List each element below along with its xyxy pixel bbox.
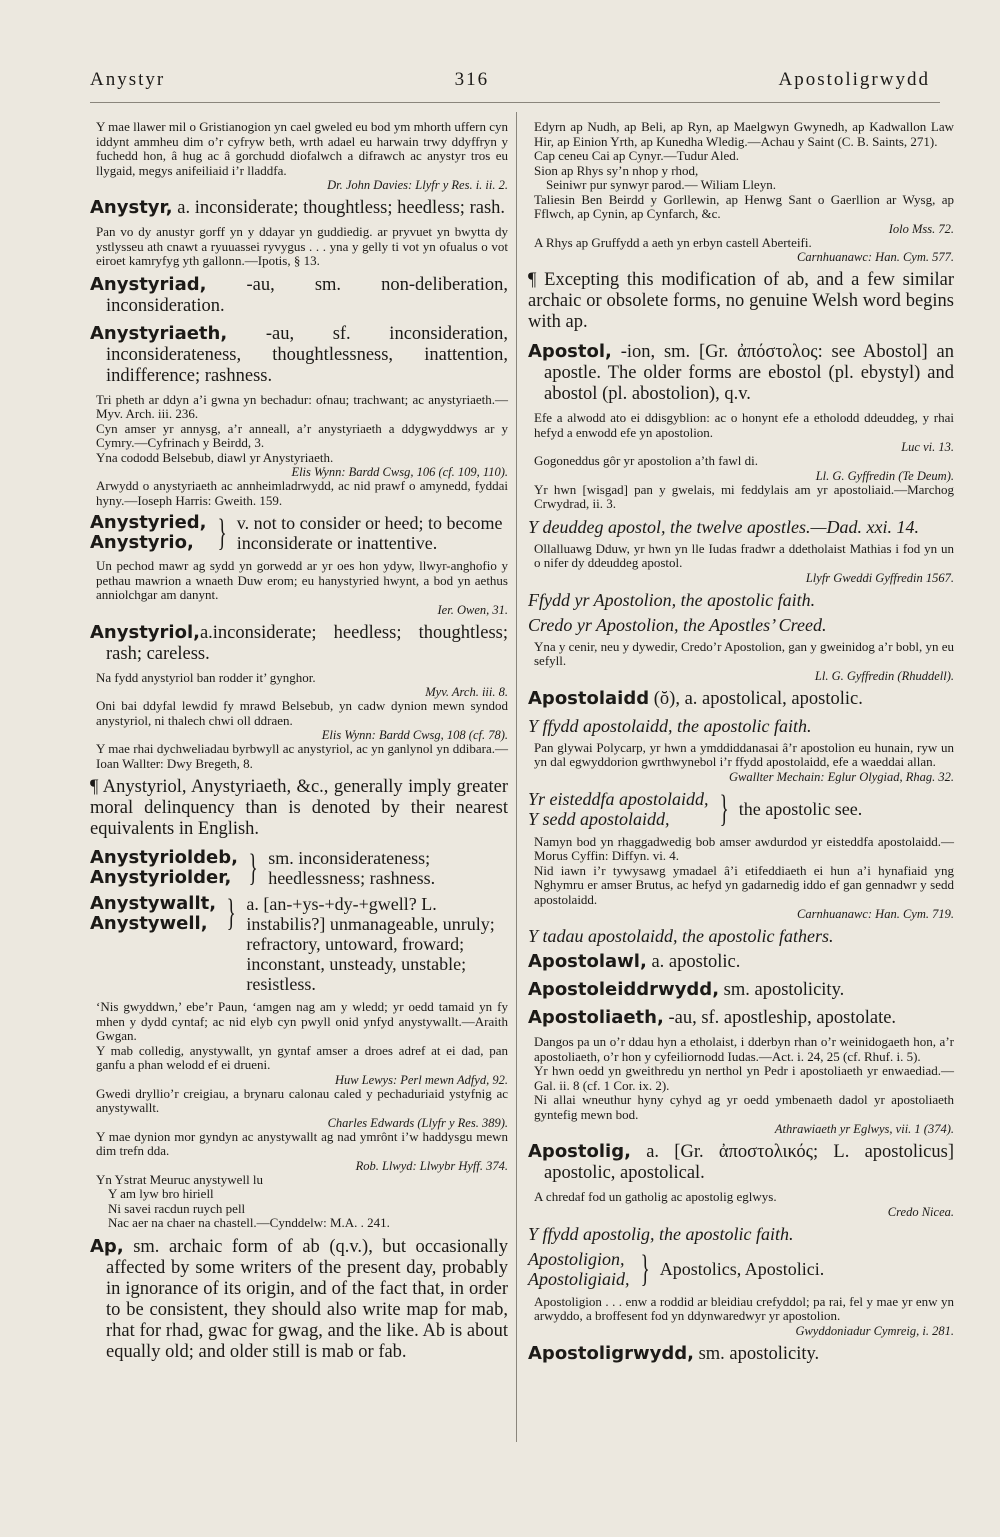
headword: Anystyrio, — [90, 532, 194, 553]
entry-anystywallt — [90, 894, 508, 994]
phrase: Y tadau apostolaidd, the apostolic fathers. — [528, 926, 834, 946]
definition: sm. inconsiderateness; heedlessness; rashness. — [268, 848, 436, 888]
definition: the apostolic see. — [738, 798, 863, 819]
quotation-group — [528, 835, 954, 922]
quote-text: Gogoneddus gôr yr apostolion a’th fawl di. — [534, 453, 758, 468]
quotation — [528, 542, 954, 585]
headword-pair — [90, 848, 238, 888]
quotation — [528, 741, 954, 784]
page-number: 316 — [454, 69, 490, 90]
phrase: Y ffydd apostolaidd, the apostolic faith. — [528, 715, 812, 736]
definition: sm. apostolicity. — [693, 1343, 820, 1364]
definition: -ion, sm. [Gr. ἀπόστολος: see Abostol] an apostle. The older forms are ebostol (pl. ebystyl) and abostol (pl. abostolion), q.v. — [544, 342, 954, 404]
running-header — [90, 66, 930, 94]
entry-anystyr — [90, 197, 508, 219]
phrase: Y sedd apostolaidd, — [528, 808, 670, 829]
headword-pair — [90, 894, 216, 934]
headword: Apostol, — [528, 341, 612, 362]
quote-text: Taliesin Ben Beirdd y Gorllewin, ap Henwg Sant o Gaerllion ar Wysg, ap Fflwch, ap Cynin, ap Cynfarch, &c. — [534, 191, 954, 221]
quote-citation: Carnhuanawc: Han. Cym. 719. — [797, 907, 954, 921]
brace: } — [640, 1247, 650, 1290]
quote-citation: Ll. G. Gyffredin (Te Deum). — [815, 468, 954, 483]
quote-text: Y mab colledig, anystywallt, yn gyntaf amser a droes adref at ei dad, pan ganfu a phan welodd ef ei drueni. — [96, 1042, 508, 1072]
quote-citation: Gwallter Mechain: Eglur Olygiad, Rhag. 32. — [729, 769, 954, 784]
headword: Anystyried, — [90, 512, 207, 533]
headword: Anystywell, — [90, 913, 208, 934]
definition: -au, sf. inconsideration, inconsiderateness, thoughtlessness, inattention, indifference; rashness. — [106, 323, 508, 386]
quote-text: Ni allai wneuthur hyny cyhyd ag yr oedd ymbenaeth dadol yr apostoliaeth gyntefig mewn bod. — [534, 1092, 954, 1122]
headword: Ap, — [90, 1235, 124, 1257]
usage-note: ¶ Excepting this modification of ab, and a few similar archaic or obsolete forms, no genuine Welsh word begins with ap. — [528, 270, 954, 332]
verse — [534, 164, 954, 193]
phrase: Apostoligiaid, — [528, 1268, 630, 1289]
headword: Anystyriad, — [90, 273, 207, 295]
phrase: Apostoligion, — [528, 1248, 625, 1269]
quote-citation: Elis Wynn: Bardd Cwsg, 108 (cf. 78). — [321, 728, 508, 742]
quote-citation: Ier. Owen, 31. — [437, 602, 508, 617]
headword: Apostoligrwydd, — [528, 1342, 694, 1364]
headword: Anystyriaeth, — [90, 322, 228, 344]
quote-text: Na fydd anystyriol ban rodder it’ gynghor. — [96, 669, 316, 685]
quotation-group — [90, 1000, 508, 1231]
quote-citation: Charles Edwards (Llyfr y Res. 389). — [327, 1115, 508, 1130]
definition: Apostolics, Apostolici. — [659, 1258, 825, 1279]
headword-pair — [90, 513, 207, 553]
phrase-heads — [528, 1249, 630, 1289]
quote-text: Efe a alwodd ato ei ddisgyblion: ac o honynt efe a etholodd ddeuddeg, y rhai hefyd a enwodd efe yn apostolion. — [534, 410, 954, 440]
definition: a. [an-+ys-+dy-+gwell? L. instabilis?] unmanageable, unruly; refractory, untoward, froward; inconstant, unsteady, unstable; resistless. — [246, 894, 495, 994]
quotation — [528, 1295, 954, 1338]
left-column — [90, 120, 508, 1369]
quote-text: Yr hwn oedd yn gweithredu yn nerthol yn Pedr i apostoliaeth yr enwaediad.—Gal. ii. 8 (cf. 1 Cor. ix. 2). — [534, 1063, 954, 1093]
quote-text: Cyn amser yr annysg, a’r anneall, a’r anystyriaeth a ddygwyddwys ar y Cymry.—Cyfrinach y Beirdd, 3. — [96, 420, 508, 450]
quote-citation: Myv. Arch. iii. 8. — [425, 685, 508, 699]
quote-citation: Huw Lewys: Perl mewn Adfyd, 92. — [334, 1072, 508, 1087]
definition: a. [Gr. ἀποστολικός; L. apostolicus] apostolic, apostolical. — [544, 1142, 954, 1183]
definition: v. not to consider or heed; to become inconsiderate or inattentive. — [236, 513, 503, 553]
headword: Apostolawl, — [528, 951, 647, 972]
quote-text: Y mae rhai dychweliadau byrbwyll ac anystyriol, ac yn ganlynol yn ddibara.—Ioan Wallter: Dwy Bregeth, 8. — [96, 741, 508, 771]
entry-apostolaidd — [528, 688, 954, 710]
quote-text: Dangos pa un o’r ddau hyn a etholaist, i dderbyn rhan o’r weinidogaeth hon, a’r apostoliaeth, o’r hon y cyfeiliornodd Iudas.—Act. i. 24, 25 (cf. Rhuf. i. 5). — [534, 1034, 954, 1064]
entry-apostol — [528, 341, 954, 405]
entry-anystyriad — [90, 274, 508, 317]
quote-text: Pan glywai Polycarp, yr hwn a ymddiddanasai â’r apostolion eu hunain, ryw un yn dal egwyddorion gwrthwynebol i’r ffydd apostolaidd, efe a waeddai allan. — [534, 739, 954, 769]
entry-apostolig — [528, 1141, 954, 1184]
headword: Apostolig, — [528, 1141, 631, 1162]
quotation — [528, 1190, 954, 1219]
quote-citation: Luc vi. 13. — [901, 440, 954, 454]
headword: Anystyr, — [90, 197, 173, 218]
brace: } — [226, 892, 236, 934]
entry-apostoliaeth — [528, 1007, 954, 1029]
quote-text: Cap ceneu Cai ap Cynyr.—Tudur Aled. — [534, 148, 739, 163]
phrase: Yr eisteddfa apostolaidd, — [528, 788, 709, 809]
quote-citation: Gwyddoniadur Cymreig, i. 281. — [795, 1323, 954, 1338]
verse — [96, 1173, 508, 1231]
quote-text: ‘Nis gwyddwn,’ ebe’r Paun, ‘amgen nag am y wledd; yr oedd tamaid yn fy mhen y dydd cyntaf; ac nid elyb cyn pwyll onid ynfyd anystywallt.—Araith Gwgan. — [96, 999, 508, 1043]
quote-citation: Carnhuanawc: Han. Cym. 577. — [797, 250, 954, 264]
quotation-group — [528, 120, 954, 264]
usage-note: ¶ Anystyriol, Anystyriaeth, &c., generally imply greater moral delinquency than is denoted by their nearest equivalents in English. — [90, 777, 508, 839]
entry-anystyrioldeb — [90, 848, 508, 888]
quote-citation: Rob. Llwyd: Llwybr Hyff. 374. — [355, 1158, 508, 1173]
definition: -au, sm. non-deliberation, inconsideration. — [106, 274, 508, 316]
brace: } — [248, 847, 258, 889]
quote-text: A chredaf fod un gatholig ac apostolig eglwys. — [534, 1189, 777, 1204]
definition: a. apostolic. — [646, 952, 741, 972]
quotation-group — [90, 671, 508, 772]
phrase: Y ffydd apostolig, the apostolic faith. — [528, 1223, 794, 1244]
phrase: Credo yr Apostolion, the Apostles’ Creed. — [528, 614, 827, 635]
quote-text: Apostoligion . . . enw a roddid ar bleidiau crefyddol; pa rai, fel y mae yr enw yn arwyddo, a broffesent fod yn ddynwaredwyr yr apostolion. — [534, 1293, 954, 1323]
headword: Anystyriolder, — [90, 867, 232, 888]
quote-text: Yna y cenir, neu y dywedir, Credo’r Apostolion, gan y gweinidog a’r bobl, yn eu sefyll. — [534, 638, 954, 668]
definition: sm. archaic form of ab (q.v.), but occasionally affected by some writers of the present day, probably in ignorance of its origin, and of the fact that, in order to be consistent, they should also write map for mab, rhat for rhad, gwac for gwag, and the like. Ab is about equally old; and older still is mab or fab. — [106, 1236, 508, 1362]
verse-line: Y am lyw bro hiriell — [108, 1186, 214, 1201]
definition: sm. apostolicity. — [719, 980, 845, 1000]
headword: Anystywallt, — [90, 893, 217, 914]
entry-apostolawl — [528, 951, 954, 973]
headword: Apostoleiddrwydd, — [528, 979, 720, 1000]
header-rule — [90, 102, 940, 103]
quotation-group — [90, 393, 508, 509]
quote-citation: Ll. G. Gyffredin (Rhuddell). — [814, 668, 954, 683]
brace: } — [719, 787, 729, 830]
entry-ap — [90, 1236, 508, 1363]
brace: } — [217, 512, 227, 554]
verse-line: Nac aer na chaer na chastell.—Cynddelw: M.A. . 241. — [108, 1215, 390, 1230]
quote-citation: Athrawiaeth yr Eglwys, vii. 1 (374). — [774, 1122, 954, 1136]
quote-text: Oni bai ddyfal lewdid fy mrawd Belsebub, yn cadw dynion mewn syndod anystyriol, ni thalech chwi oll ddraen. — [96, 698, 508, 728]
column-divider — [516, 112, 517, 1442]
quote-text: Y mae llawer mil o Gristianogion yn cael gweled eu bod ym mhorth uffern cyn iddynt ammheu dim o’r cyfryw beth, wrth adael eu harwain trwy ddyffryn y fuchedd hon, â hug ac â gorchudd diofalwch a difrawch ac anystyr tros eu llygaid, megys anifeiliaid i’r lladdfa. — [96, 119, 508, 178]
quote-citation: Iolo Mss. 72. — [888, 221, 954, 236]
phrase-heads — [528, 789, 709, 829]
definition: -au, sf. apostleship, apostolate. — [663, 1008, 897, 1028]
quote-text: Y mae dynion mor gyndyn ac anystywallt ag nad ymrônt i’w haddysgu mewn dim trefn dda. — [96, 1128, 508, 1158]
phrase: Y deuddeg apostol, the twelve apostles.—Dad. xxi. 14. — [528, 516, 919, 537]
quotation — [90, 225, 508, 269]
quote-text: Edyrn ap Nudh, ap Beli, ap Ryn, ap Maelgwyn Gwynedh, ap Kadwallon Law Hir, ap Einion Yrth, ap Kunedha Wledig.—Achau y Saint (C. B. Saints, 271). — [534, 119, 954, 149]
quotation — [528, 640, 954, 683]
verse-line: Seiniwr pur synwyr parod.— Wiliam Lleyn. — [546, 177, 776, 192]
quote-citation: Credo Nicea. — [887, 1204, 954, 1219]
header-right-word: Apostoligrwydd — [778, 69, 930, 90]
header-left-word: Anystyr — [90, 69, 166, 90]
quotation — [90, 120, 508, 192]
entry-anystyriaeth — [90, 323, 508, 387]
headword: Anystyrioldeb, — [90, 847, 238, 868]
entry-anystyriol — [90, 622, 508, 665]
verse-line: Sion ap Rhys sy’n nhop y rhod, — [534, 162, 699, 178]
quotation-group — [528, 1035, 954, 1136]
quote-text: A Rhys ap Gruffydd a aeth yn erbyn castell Aberteifi. — [534, 234, 812, 250]
verse-line: Yn Ystrat Meuruc anystywell lu — [96, 1171, 264, 1187]
quotation — [90, 559, 508, 617]
phrase: Ffydd yr Apostolion, the apostolic faith. — [528, 589, 816, 610]
quote-text: Ollalluawg Dduw, yr hwn yn lle Iudas fradwr a ddetholaist Mathias i fod yn un o nifer dy ddeuddeg apostol. — [534, 540, 954, 570]
entry-apostoligrwydd — [528, 1343, 954, 1365]
right-column — [528, 120, 954, 1371]
quote-text: Nid iawn i’r tywysawg ymadael â’i etifeddiaeth ei hun a’i hynafiaid yng Nghymru er amser Brutus, ac hefyd yn gadarnedig iddo ef gan gennadwr y sedd apostolaidd. — [534, 862, 954, 907]
headword: Apostolaidd — [528, 687, 650, 709]
quotation-group — [528, 411, 954, 512]
phrase-pair — [528, 1249, 954, 1289]
definition: a.inconsiderate; heedless; thoughtless; rash; careless. — [106, 622, 508, 664]
headword: Anystyriol, — [90, 621, 200, 643]
phrase-pair — [528, 789, 954, 829]
quote-text: Arwydd o anystyriaeth ac annheimladrwydd, ac nid prawf o amynedd, fyddai hyny.—Ioseph Harris: Gweith. 159. — [96, 478, 508, 508]
quote-text: Un pechod mawr ag sydd yn gorwedd ar yr oes hon ydyw, llwyr-anghofio y pethau mawrion a wnaeth Duw erom; eu hanystyried hwynt, a bod yn aethus anniolchgar am danynt. — [96, 558, 508, 602]
headword: Apostoliaeth, — [528, 1007, 664, 1028]
quote-text: Gwedi dryllio’r creigiau, a brynaru calonau caled y pechaduriaid ystyfnig ac anystywallt. — [96, 1085, 508, 1115]
definition: a. inconsiderate; thoughtless; heedless; rash. — [172, 198, 506, 218]
verse-line: Ni savei racdun ruych pell — [108, 1200, 246, 1216]
quote-citation: Elis Wynn: Bardd Cwsg, 106 (cf. 109, 110). — [291, 465, 508, 479]
quote-text: Pan vo dy anustyr gorff yn y ddayar yn guddiedig. ar pryvuet yn bwytta dy ystlysseu ath cnawt a ryuuassei ryvygus . . . yna y gelly ti vot yn ofualus o vot eiroet kamryfyg yth gallonn.—Ipotis, § 13. — [96, 224, 508, 268]
entry-anystyried — [90, 513, 508, 553]
quote-text: Yna cododd Belsebub, diawl yr Anystyriaeth. — [96, 449, 334, 465]
quote-text: Tri pheth ar ddyn a’i gwna yn bechadur: ofnau; trachwant; ac anystyriaeth.—Myv. Arch. iii. 236. — [96, 391, 508, 421]
definition: (ŏ), a. apostolical, apostolic. — [649, 688, 863, 709]
quote-text: Yr hwn [wisgad] pan y gwelais, mi feddylais am yr apostoliaid.—Marchog Crwydrad, ii. 3. — [534, 481, 954, 511]
quote-citation: Dr. John Davies: Llyfr y Res. i. ii. 2. — [327, 178, 508, 192]
quote-citation: Llyfr Gweddi Gyffredin 1567. — [805, 570, 954, 585]
quote-text: Namyn bod yn rhaggadwedig bob amser awdurdod yr eisteddfa apostolaidd.—Morus Cyffin: Diffyn. vi. 4. — [534, 833, 954, 863]
entry-apostoleiddrwydd — [528, 979, 954, 1001]
